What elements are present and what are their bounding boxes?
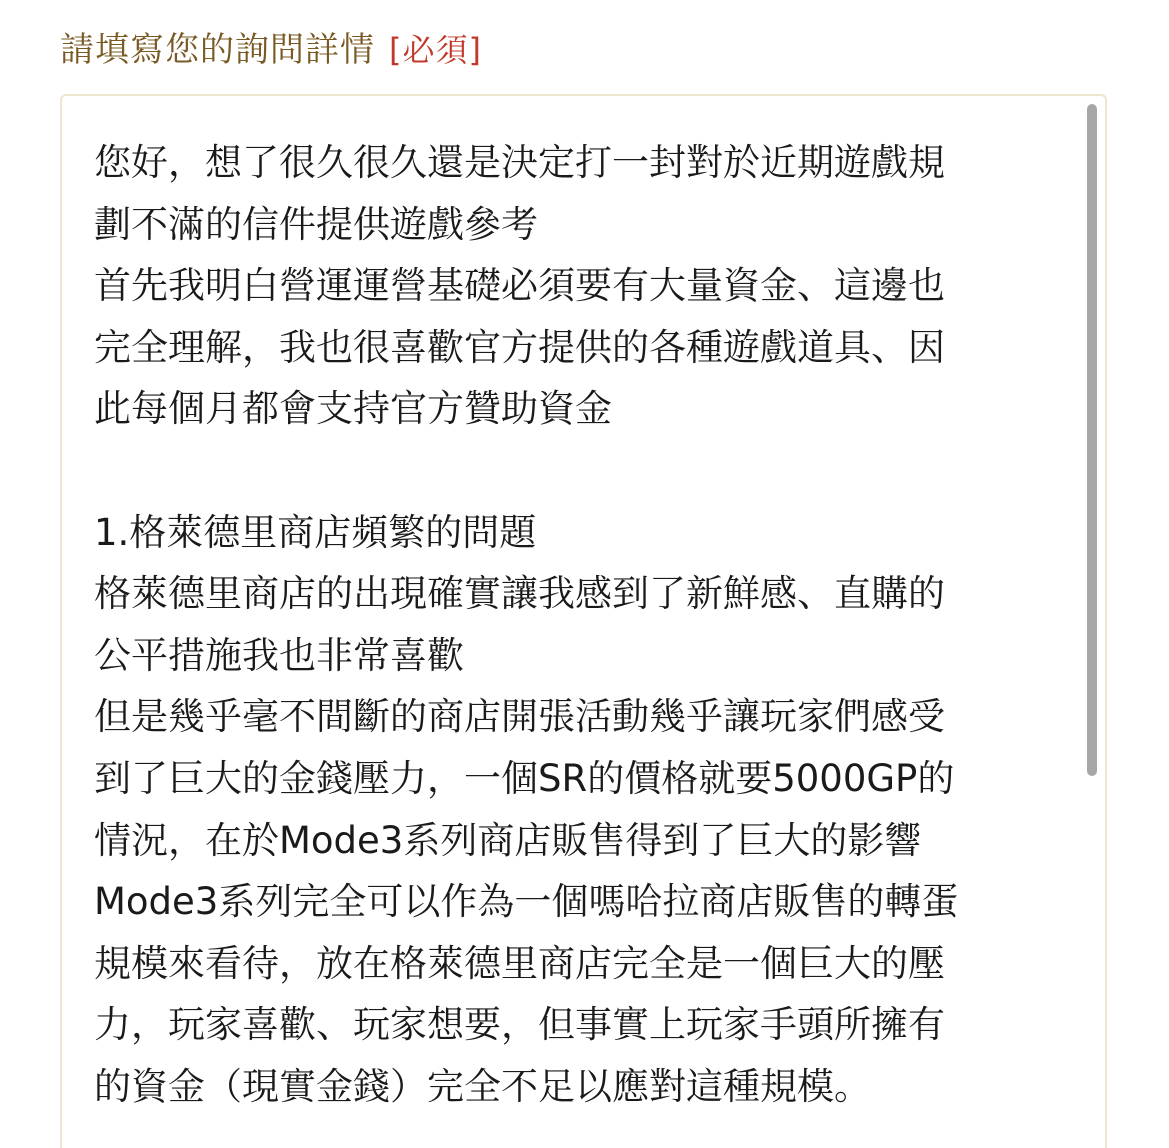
text-line: 到了巨大的金錢壓力，一個SR的價格就要5000GP的 [94, 756, 955, 800]
field-label-text: 請填寫您的詢問詳情 [60, 30, 375, 70]
text-line: 完全理解，我也很喜歡官方提供的各種遊戲道具、因 [94, 325, 945, 369]
text-line: 劃不滿的信件提供遊戲參考 [94, 202, 538, 246]
text-line: 1.格萊德里商店頻繁的問題 [94, 510, 537, 554]
text-line: 公平措施我也非常喜歡 [94, 633, 464, 677]
textarea-content[interactable] [94, 132, 1054, 1118]
text-line: Mode3系列完全可以作為一個嗎哈拉商店販售的轉蛋 [94, 880, 959, 924]
scrollbar-thumb[interactable] [1087, 104, 1097, 776]
text-line: 格萊德里商店的出現確實讓我感到了新鮮感、直購的 [94, 572, 945, 616]
text-line: 情況，在於Mode3系列商店販售得到了巨大的影響 [94, 818, 922, 862]
text-line: 首先我明白營運運營基礎必須要有大量資金、這邊也 [94, 264, 945, 308]
scrollbar-track[interactable] [1087, 104, 1097, 1148]
inquiry-textarea[interactable] [60, 94, 1107, 1148]
text-line-blank [94, 440, 1054, 502]
text-line: 您好，想了很久很久還是決定打一封對於近期遊戲規 [94, 141, 945, 184]
text-line: 此每個月都會支持官方贊助資金 [94, 387, 612, 431]
text-line: 但是幾乎毫不間斷的商店開張活動幾乎讓玩家們感受 [94, 695, 945, 739]
text-line: 規模來看待，放在格萊德里商店完全是一個巨大的壓 [94, 941, 945, 985]
required-tag: [必須] [389, 31, 482, 69]
text-line: 力，玩家喜歡、玩家想要，但事實上玩家手頭所擁有 [94, 1003, 945, 1047]
text-line: 的資金（現實金錢）完全不足以應對這種規模。 [94, 1064, 871, 1108]
field-label [60, 28, 482, 72]
